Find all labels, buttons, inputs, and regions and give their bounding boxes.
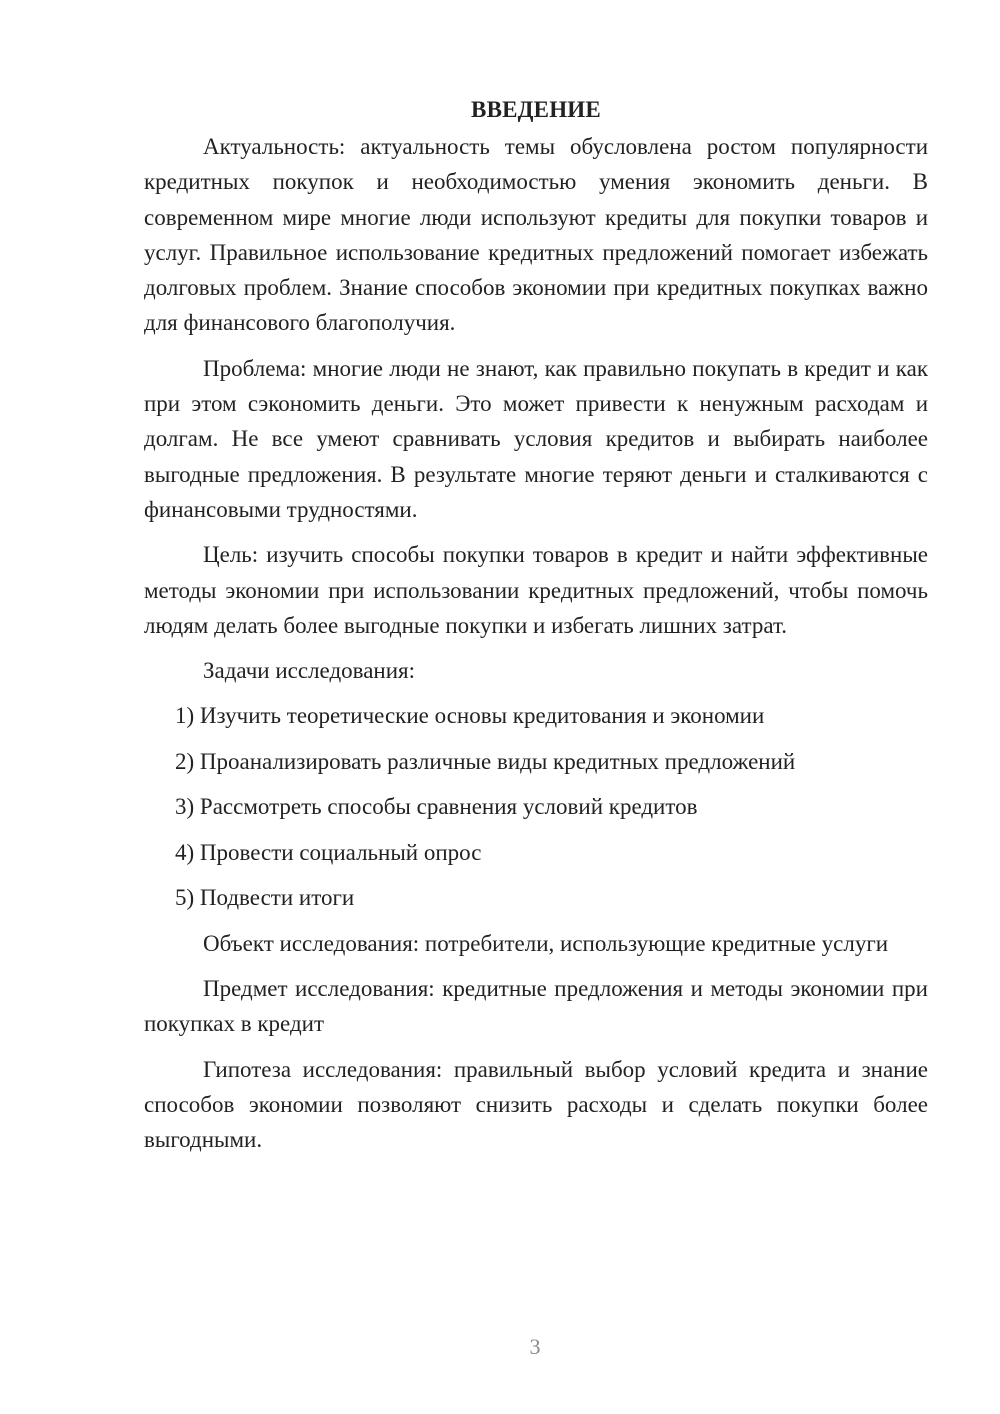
page-content: [144, 92, 928, 1167]
task-item: 1) Изучить теоретические основы кредитования и экономии: [175, 703, 765, 729]
task-item: 4) Провести социальный опрос: [175, 839, 482, 865]
tasks-list: [144, 698, 928, 915]
section-heading: ВВЕДЕНИЕ: [471, 97, 601, 122]
subject-paragraph: Предмет исследования: кредитные предложения и методы экономии при покупках в кредит: [144, 975, 928, 1037]
goal-paragraph: Цель: изучить способы покупки товаров в кредит и найти эффективные методы экономии при использовании кредитных предложений, чтобы помочь людям делать более выгодные покупки и избегать лишних затрат.: [144, 542, 928, 638]
hypothesis-paragraph: Гипотеза исследования: правильный выбор условий кредита и знание способов экономии позволяют снизить расходы и сделать покупки более выгодными.: [144, 1056, 928, 1153]
tasks-label: Задачи исследования:: [203, 658, 416, 684]
page-number: 3: [529, 1334, 541, 1359]
problem-paragraph: Проблема: многие люди не знают, как правильно покупать в кредит и как при этом сэкономить деньги. Это может привести к ненужным расходам и долгам. Не все умеют сравнивать условия кредитов и выбирать наиболее выгодные предложения. В результате многие теряют деньги и сталкиваются с финансовыми трудностями.: [144, 355, 928, 522]
relevance-paragraph: Актуальность: актуальность темы обусловлена ростом популярности кредитных покупок и необходимостью умения экономить деньги. В современном мире многие люди используют кредиты для покупки товаров и услуг. Правильное использование кредитных предложений помогает избежать долговых проблем. Знание способов экономии при кредитных покупках важно для финансового благополучия.: [144, 134, 928, 336]
task-item: 3) Рассмотреть способы сравнения условий кредитов: [175, 794, 698, 820]
object-paragraph: Объект исследования: потребители, использующие кредитные услуги: [203, 930, 889, 956]
task-item: 5) Подвести итоги: [175, 885, 355, 911]
task-item: 2) Проанализировать различные виды кредитных предложений: [175, 748, 796, 774]
